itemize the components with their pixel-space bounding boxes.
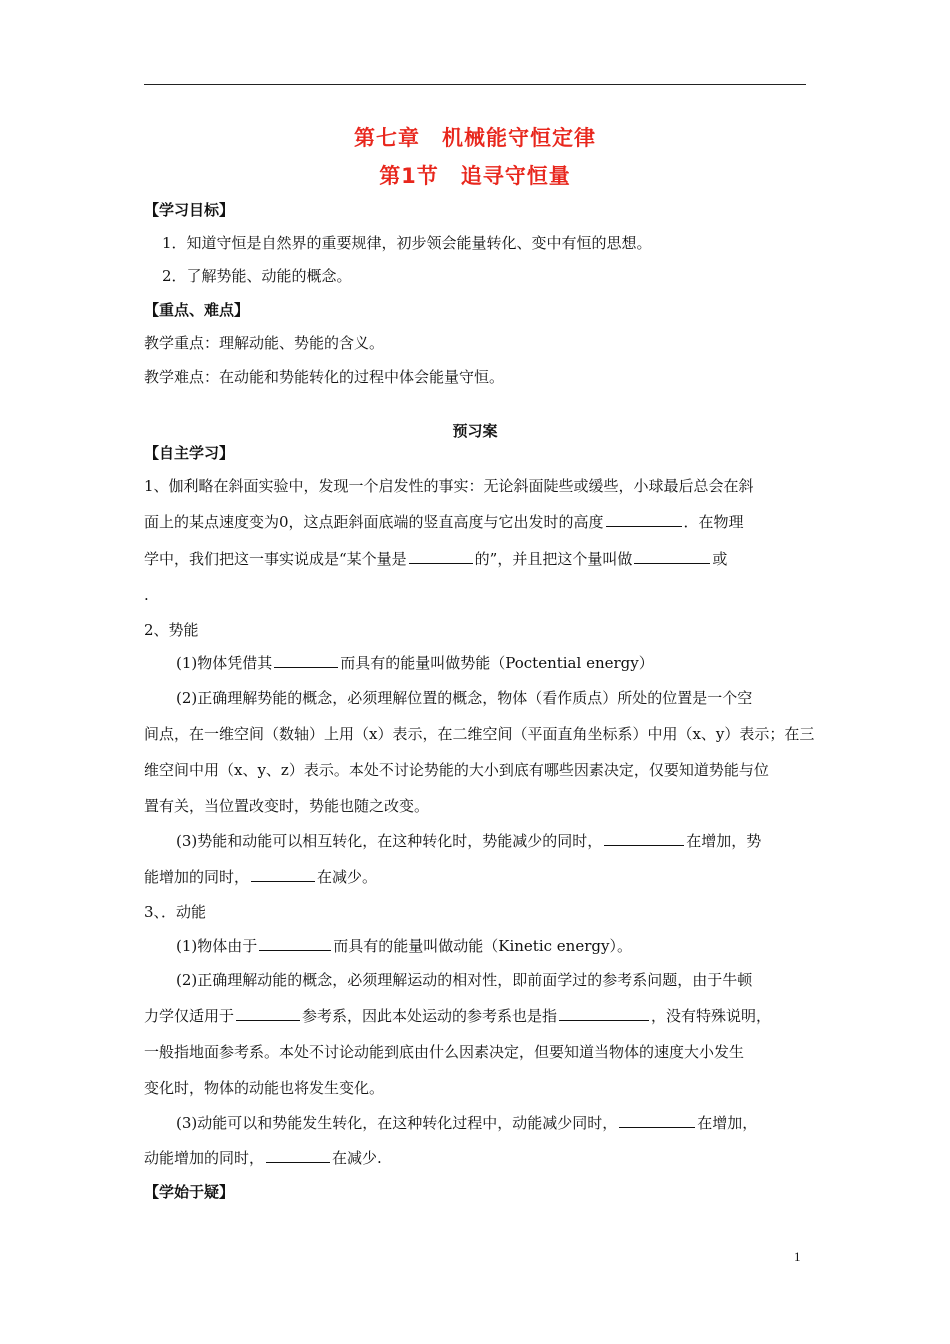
q2-blank-2 <box>604 831 684 846</box>
q2-blank-3 <box>251 867 315 882</box>
q2-para-1-text-a: (1)物体凭借其 <box>176 654 273 672</box>
q3-para-3-text-a: (3)动能可以和势能发生转化，在这种转化过程中，动能减少同时， <box>176 1114 618 1132</box>
q3-blank-1 <box>259 936 331 951</box>
q1-line-2-text-a: 面上的某点速度变为0，这点距斜面底端的竖直高度与它出发时的高度 <box>144 513 604 531</box>
q1-line-3-text-c: 或 <box>712 550 728 568</box>
q2-para-2-line-3: 维空间中用（x、y、z）表示。本处不讨论势能的大小到底有哪些因素决定，仅要知道势能与位 <box>144 761 769 779</box>
q2-para-3-line-2 <box>144 867 814 887</box>
q3-para-1-text-a: (1)物体由于 <box>176 937 258 955</box>
q3-para-1-text-b: 而具有的能量叫做动能（Kinetic energy）。 <box>333 937 632 955</box>
q1-line-1: 1、伽利略在斜面实验中，发现一个启发性的事实：无论斜面陡些或缓些，小球最后总会在斜 <box>144 477 754 495</box>
difficulty-point: 教学难点：在动能和势能转化的过程中体会能量守恒。 <box>144 368 505 386</box>
q2-para-1-text-b: 而具有的能量叫做势能（Poctential energy） <box>340 654 654 672</box>
q1-line-3 <box>144 549 814 569</box>
q3-para-2-text-c: ，没有特殊说明， <box>651 1007 772 1025</box>
q1-blank-3 <box>634 549 710 564</box>
q2-heading: 2、势能 <box>144 621 199 639</box>
q3-para-2-line-4: 变化时，物体的动能也将发生变化。 <box>144 1079 385 1097</box>
key-point: 教学重点：理解动能、势能的含义。 <box>144 334 385 352</box>
keypoints-heading: 【重点、难点】 <box>144 301 250 319</box>
preview-heading: 预习案 <box>452 422 498 440</box>
doubt-heading: 【学始于疑】 <box>144 1183 235 1201</box>
q2-para-3-text-a: (3)势能和动能可以相互转化，在这种转化时，势能减少的同时， <box>176 832 603 850</box>
q3-para-2-text-a: 力学仅适用于 <box>144 1007 235 1025</box>
chapter-title: 第七章 机械能守恒定律 <box>354 126 596 150</box>
q2-para-1 <box>176 653 846 673</box>
q2-para-3-text-d: 在减少。 <box>317 868 378 886</box>
q3-para-3-text-b: 在增加， <box>697 1114 758 1132</box>
q1-blank-2 <box>409 549 473 564</box>
q1-line-4: . <box>144 586 149 604</box>
q3-blank-5 <box>266 1148 330 1163</box>
q3-para-2-line-2 <box>144 1006 814 1026</box>
q1-line-3-text-a: 学中，我们把这一事实说成是“某个量是 <box>144 550 407 568</box>
q3-para-2-line-1: (2)正确理解动能的概念，必须理解运动的相对性，即前面学过的参考系问题，由于牛顿 <box>176 971 753 989</box>
q2-blank-1 <box>274 653 338 668</box>
q1-line-3-text-b: 的”，并且把这个量叫做 <box>474 550 633 568</box>
q2-para-2-line-1: (2)正确理解势能的概念，必须理解位置的概念，物体（看作质点）所处的位置是一个空 <box>176 689 753 707</box>
q3-para-3-text-c: 动能增加的同时， <box>144 1149 265 1167</box>
q3-para-2-line-3: 一般指地面参考系。本处不讨论动能到底由什么因素决定，但要知道当物体的速度大小发生 <box>144 1043 745 1061</box>
q1-line-2 <box>144 512 814 532</box>
q3-blank-2 <box>236 1006 300 1021</box>
q3-para-3-line-1 <box>176 1113 846 1133</box>
goal-item-2: 2．了解势能、动能的概念。 <box>162 267 352 285</box>
q2-para-3-line-1 <box>176 831 846 851</box>
q3-para-3-text-d: 在减少. <box>332 1149 382 1167</box>
q2-para-3-text-b: 在增加，势 <box>686 832 762 850</box>
q2-para-3-text-c: 能增加的同时， <box>144 868 250 886</box>
q2-para-2-line-4: 置有关，当位置改变时，势能也随之改变。 <box>144 797 430 815</box>
page-number: 1 <box>794 1249 801 1264</box>
q1-blank-1 <box>606 512 682 527</box>
q3-blank-3 <box>559 1006 649 1021</box>
section-title: 第1节 追寻守恒量 <box>379 164 571 188</box>
self-study-heading: 【自主学习】 <box>144 444 235 462</box>
header-rule <box>144 84 806 85</box>
q3-blank-4 <box>619 1113 695 1128</box>
q3-heading: 3、．动能 <box>144 903 207 921</box>
q2-para-2-line-2: 间点，在一维空间（数轴）上用（x）表示，在二维空间（平面直角坐标系）中用（x、y）表示；在三 <box>144 725 815 743</box>
q1-line-2-text-b: ．在物理 <box>683 513 744 531</box>
goals-heading: 【学习目标】 <box>144 201 235 219</box>
goal-item-1: 1．知道守恒是自然界的重要规律，初步领会能量转化、变中有恒的思想。 <box>162 234 652 252</box>
q3-para-3-line-2 <box>144 1148 814 1168</box>
q3-para-2-text-b: 参考系，因此本处运动的参考系也是指 <box>302 1007 558 1025</box>
q3-para-1 <box>176 936 846 956</box>
